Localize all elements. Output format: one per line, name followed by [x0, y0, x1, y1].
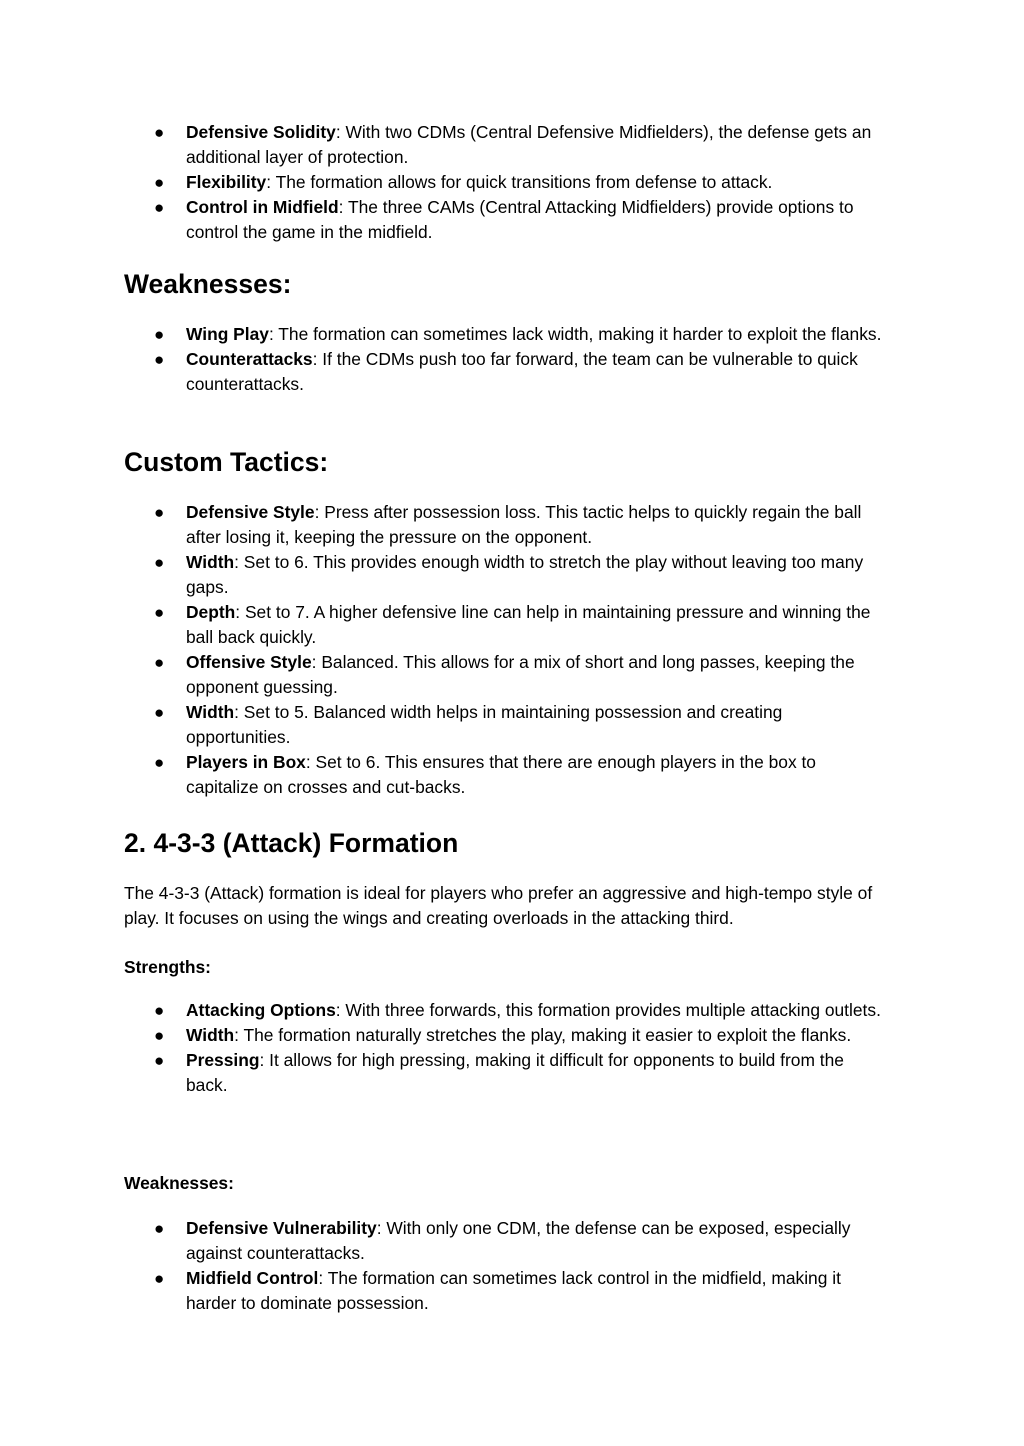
formation-weaknesses-list [124, 1216, 904, 1316]
custom-tactics-list [124, 500, 904, 800]
list-item [124, 998, 890, 1023]
list-item-text: : Set to 7. A higher defensive line can help in maintaining pressure and winning the ball back quickly. [186, 602, 871, 647]
bullet-icon: ● [154, 1219, 165, 1238]
list-item-term: Counterattacks [186, 349, 313, 369]
strengths-continued-list [124, 120, 904, 245]
list-item [124, 550, 890, 600]
strengths-continued-list-block [124, 120, 904, 245]
list-item [124, 195, 890, 245]
list-item-text: : The three CAMs (Central Attacking Midfielders) provide options to control the game in the midfield. [186, 197, 854, 242]
formation-weaknesses-heading: Weaknesses: [124, 1173, 234, 1193]
list-item [124, 700, 890, 750]
list-item-text: : Press after possession loss. This tactic helps to quickly regain the ball after losing it, keeping the pressure on the opponent. [186, 502, 862, 547]
list-item-term: Flexibility [186, 172, 267, 192]
list-item-term: Attacking Options [186, 1000, 336, 1020]
list-item [124, 1216, 890, 1266]
bullet-icon: ● [154, 1051, 165, 1070]
list-item [124, 500, 890, 550]
list-item [124, 347, 890, 397]
list-item [124, 1048, 890, 1098]
list-item [124, 120, 890, 170]
list-item-text: : Set to 6. This ensures that there are enough players in the box to capitalize on crosses and cut-backs. [186, 752, 816, 797]
list-item-term: Wing Play [186, 324, 269, 344]
list-item [124, 322, 890, 347]
bullet-icon: ● [154, 123, 165, 142]
list-item [124, 750, 890, 800]
list-item-term: Depth [186, 602, 236, 622]
weaknesses-heading: Weaknesses: [124, 269, 292, 299]
bullet-icon: ● [154, 325, 165, 344]
list-item-term: Pressing [186, 1050, 260, 1070]
list-item-text: : The formation allows for quick transitions from defense to attack. [266, 172, 773, 192]
bullet-icon: ● [154, 703, 165, 722]
bullet-icon: ● [154, 1026, 165, 1045]
weaknesses-list [124, 322, 904, 397]
list-item-term: Players in Box [186, 752, 306, 772]
formation-strengths-list-block [124, 998, 904, 1098]
bullet-icon: ● [154, 1269, 165, 1288]
list-item [124, 1266, 890, 1316]
bullet-icon: ● [154, 173, 165, 192]
list-item-text: : The formation can sometimes lack width, making it harder to exploit the flanks. [268, 324, 882, 344]
list-item [124, 650, 890, 700]
list-item-text: : With only one CDM, the defense can be exposed, especially against counterattacks. [186, 1218, 851, 1263]
list-item-term: Width [186, 1025, 235, 1045]
list-item-term: Width [186, 702, 235, 722]
list-item [124, 600, 890, 650]
list-item-term: Defensive Solidity [186, 122, 336, 142]
weaknesses-list-block [124, 322, 904, 397]
list-item-text: : The formation naturally stretches the play, making it easier to exploit the flanks. [234, 1025, 852, 1045]
list-item [124, 1023, 890, 1048]
list-item-term: Width [186, 552, 235, 572]
bullet-icon: ● [154, 553, 165, 572]
list-item-text: : With two CDMs (Central Defensive Midfielders), the defense gets an additional layer of protection. [186, 122, 872, 167]
list-item-text: : Set to 6. This provides enough width to stretch the play without leaving too many gaps. [186, 552, 864, 597]
formation-strengths-heading: Strengths: [124, 957, 211, 977]
bullet-icon: ● [154, 603, 165, 622]
bullet-icon: ● [154, 350, 165, 369]
bullet-icon: ● [154, 1001, 165, 1020]
list-item-text: : Set to 5. Balanced width helps in maintaining possession and creating opportunities. [186, 702, 783, 747]
bullet-icon: ● [154, 653, 165, 672]
list-item [124, 170, 890, 195]
bullet-icon: ● [154, 753, 165, 772]
list-item-text: : If the CDMs push too far forward, the team can be vulnerable to quick counterattacks. [186, 349, 858, 394]
list-item-term: Offensive Style [186, 652, 312, 672]
list-item-term: Defensive Style [186, 502, 315, 522]
formation-intro-paragraph: The 4-3-3 (Attack) formation is ideal for players who prefer an aggressive and high-tempo style of play. It focuses on using the wings and creating overloads in the attacking third. [124, 883, 873, 928]
custom-tactics-heading: Custom Tactics: [124, 447, 329, 477]
bullet-icon: ● [154, 198, 165, 217]
list-item-text: : Balanced. This allows for a mix of short and long passes, keeping the opponent guessing. [186, 652, 855, 697]
list-item-term: Control in Midfield [186, 197, 339, 217]
bullet-icon: ● [154, 503, 165, 522]
list-item-text: : It allows for high pressing, making it difficult for opponents to build from the back. [186, 1050, 844, 1095]
list-item-term: Midfield Control [186, 1268, 319, 1288]
custom-tactics-list-block [124, 500, 904, 800]
list-item-text: : The formation can sometimes lack control in the midfield, making it harder to dominate possession. [186, 1268, 841, 1313]
list-item-term: Defensive Vulnerability [186, 1218, 377, 1238]
formation-strengths-list [124, 998, 904, 1098]
list-item-text: : With three forwards, this formation provides multiple attacking outlets. [335, 1000, 881, 1020]
formation-heading: 2. 4-3-3 (Attack) Formation [124, 828, 459, 858]
formation-weaknesses-list-block [124, 1216, 904, 1316]
